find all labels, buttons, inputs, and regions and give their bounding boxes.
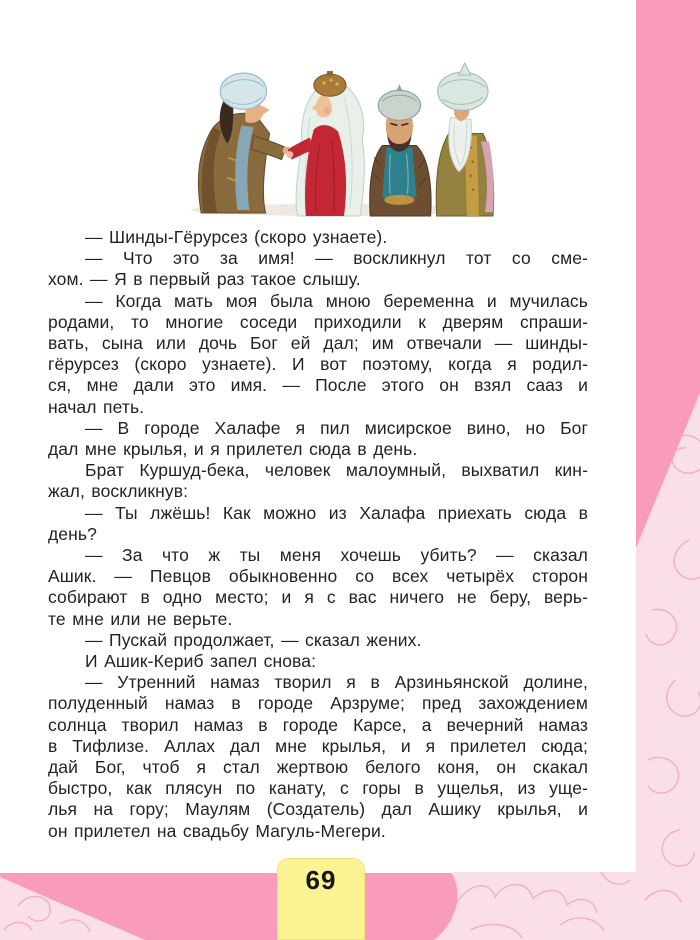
text-line: ся, мне дали это имя. — После этого он взял сааз и [48, 375, 588, 396]
text-line: день? [48, 523, 97, 544]
text-line: в Тифлизе. Аллах дал мне крылья, и я прилетел сюда; [48, 735, 588, 756]
text-line: — Утренний намаз творил я в Арзиньянской долине, [85, 672, 588, 693]
text-line: вать, сына или дочь Бог ей дал; им отвечали — шинды- [48, 333, 588, 354]
figure-middle-man [370, 84, 431, 216]
text-line: начал петь. [48, 396, 145, 417]
text-lines [48, 227, 588, 842]
text-line: жал, воскликнув: [48, 481, 189, 502]
text-line: быстро, как плясун по канату, с горы в ущелья, из уще- [48, 778, 588, 799]
text-line: — Когда мать моя была мною беременна и мучилась [85, 290, 588, 311]
text-line: И Ашик-Кериб запел снова: [85, 651, 317, 672]
text-line: полуденный намаз в городе Арзруме; пред захождением [48, 693, 588, 714]
text-line: Брат Куршуд-бека, человек малоумный, выхватил кин- [85, 460, 588, 481]
page-number-tab [277, 858, 365, 940]
text-line: те мне или не верьте. [48, 608, 233, 629]
text-line: — В городе Халафе я пил мисирское вино, но Бог [85, 417, 588, 438]
text-line: солнца творил намаз в городе Карсе, а вечерний намаз [48, 714, 588, 735]
text-line: дал мне крылья, и я прилетел сюда в день. [48, 439, 418, 460]
text-line: хом. — Я в первый раз такое слышу. [48, 269, 361, 290]
text-line: он прилетел на свадьбу Магуль-Мегери. [48, 820, 386, 841]
text-line: лья на гору; Маулям (Создатель) дал Ашику крылья, и [48, 799, 588, 820]
illustration-wedding-scene [183, 55, 495, 220]
text-line: — Пускай продолжает, — сказал жених. [85, 629, 422, 650]
text-line: — Ты лжёшь! Как можно из Халафа приехать сюда в [85, 502, 588, 523]
text-line: — Что это за имя! — воскликнул тот со сме- [85, 248, 588, 269]
figure-bride [286, 71, 364, 216]
text-line: родами, то многие соседи приходили к дверям спраши- [48, 311, 588, 332]
figure-elder [436, 63, 494, 216]
page-number: 69 [305, 865, 337, 895]
text-line: — Шинды-Гёрурсез (скоро узнаете). [85, 227, 388, 247]
text-line: гёрурсез (скоро узнаете). И вот поэтому, когда я родил- [48, 354, 588, 375]
text-line: Ашик. — Певцов обыкновенно со всех четырёх сторон [48, 566, 588, 587]
figure-young-man [198, 73, 294, 213]
story-text-block [48, 227, 588, 842]
text-line: собирают в одно место; и я с вас ничего не беру, верь- [48, 587, 588, 608]
text-line: дай Бог, чтоб я стал жертвою белого коня, он скакал [48, 757, 588, 778]
text-line: — За что ж ты меня хочешь убить? — сказал [85, 545, 588, 566]
